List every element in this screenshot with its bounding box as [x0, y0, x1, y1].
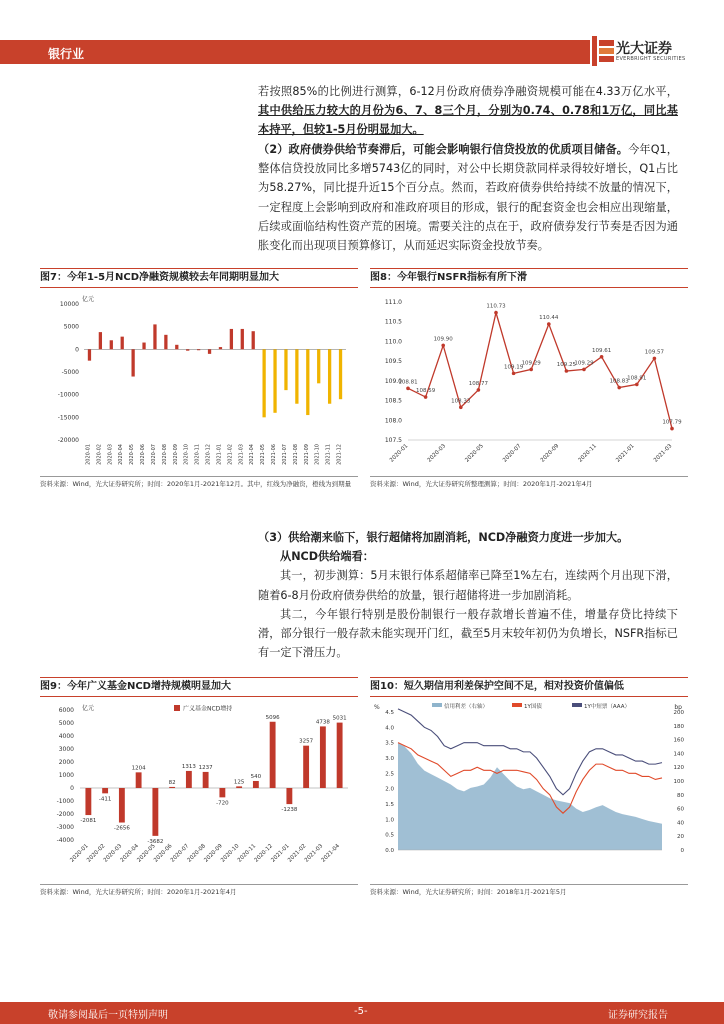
- fig9-data-label: -2081: [80, 818, 97, 825]
- fig7-ytick: 0: [75, 346, 79, 354]
- fig9-ytick: 3000: [58, 746, 74, 753]
- fig9-bar: [270, 722, 276, 788]
- fig8-data-label: 109.25: [556, 362, 577, 368]
- fig7-ytick: 5000: [63, 323, 79, 331]
- fig7-bar: [175, 345, 178, 350]
- brand-name: 光大证券: [616, 41, 672, 57]
- fig9-xtick: 2021-02: [287, 843, 308, 864]
- fig7-bar: [142, 343, 145, 350]
- fig9-bar: [152, 788, 158, 836]
- fig7-xtick: 2020-10: [183, 444, 190, 465]
- fig10-right-tick: 0: [680, 848, 684, 854]
- fig8-data-label: 109.29: [574, 360, 594, 367]
- fig9-bar: [337, 723, 343, 788]
- fig7-xtick: 2021-02: [227, 444, 234, 465]
- para1-lead: 若按照85%的比例进行测算，6-12月份政府债券净融资规模可能在4.33万亿水平，: [258, 85, 678, 98]
- fig7-xtick: 2021-03: [238, 444, 245, 465]
- fig9-data-label: 1237: [198, 764, 213, 771]
- fig9-bar: [136, 772, 142, 788]
- fig8-ytick: 110.0: [384, 338, 402, 346]
- fig8-point: [512, 372, 516, 376]
- fig8-point: [670, 427, 674, 431]
- fig7-bar: [186, 349, 189, 350]
- fig10-spread-area: [398, 743, 662, 850]
- fig9-data-label: 3257: [299, 738, 314, 745]
- fig7-source: 资料来源：Wind，光大证券研究所；时间：2020年1月-2021年12月。其中，红线为净融资，橙线为到期量: [40, 476, 358, 489]
- fig7-ytick: -10000: [57, 391, 79, 399]
- fig9-data-label: 540: [250, 773, 262, 780]
- fig7-xtick: 2021-11: [325, 444, 332, 465]
- para3-p2: 其二，今年银行特别是股份制银行一般存款增长普遍不佳，增量存贷比持续下滑，部分银行一般存款未能实现开门红，截至5月末较年初仍为负增长，NSFR指标已有一定下滑压力。: [258, 607, 678, 660]
- footer-report-type: 证券研究报告: [608, 1010, 668, 1021]
- fig10-title: 图10：短久期信用利差保护空间不足，相对投资价值偏低: [370, 677, 688, 697]
- fig9-data-label: 125: [233, 779, 245, 786]
- fig9-xtick: 2020-11: [236, 843, 258, 864]
- footer-disclaimer: 敬请参阅最后一页特别声明: [48, 1010, 168, 1021]
- fig9-data-label: -411: [98, 796, 112, 803]
- fig9-xtick: 2020-12: [253, 843, 275, 864]
- fig7-bar: [273, 349, 276, 412]
- fig8-xtick: 2020-03: [426, 443, 448, 464]
- para3: [258, 528, 678, 662]
- industry-tag: 银行业: [48, 47, 85, 61]
- fig9-data-label: 1204: [131, 765, 146, 772]
- fig9-data-label: 4738: [315, 719, 330, 726]
- fig10-legend-swatch: [432, 703, 442, 707]
- fig9-data-label: -1238: [281, 807, 298, 814]
- fig10-left-tick: 0.0: [385, 848, 394, 854]
- fig7-xtick: 2020-04: [118, 444, 125, 465]
- fig8-point: [653, 357, 657, 361]
- fig9-data-label: 5031: [332, 715, 347, 722]
- fig9-data-label: -720: [216, 800, 229, 807]
- fig9-data-label: -3682: [147, 838, 164, 845]
- fig9-xtick: 2020-05: [136, 843, 157, 864]
- fig7-bar: [262, 349, 265, 417]
- fig9-bar: [169, 787, 175, 788]
- fig8-data-label: 109.29: [521, 360, 541, 367]
- fig10-chart: [372, 700, 688, 880]
- fig8-xtick: 2020-07: [502, 443, 523, 464]
- fig8-point: [547, 322, 551, 326]
- fig9-ytick: 5000: [58, 720, 74, 727]
- fig8-xtick: 2020-05: [464, 443, 485, 464]
- fig7-bar: [208, 349, 211, 354]
- fig9-ytick: 6000: [58, 707, 74, 714]
- header-bar: [0, 40, 590, 64]
- fig7-xtick: 2020-07: [150, 444, 157, 465]
- fig7-xtick: 2020-08: [161, 444, 168, 465]
- fig8-point: [582, 368, 586, 372]
- fig9-bar: [286, 788, 292, 804]
- fig9-bar: [186, 771, 192, 788]
- fig9-data-label: 5096: [265, 714, 280, 721]
- fig10-right-tick: 200: [673, 710, 684, 716]
- fig8-ytick: 108.0: [384, 417, 402, 425]
- fig10-left-tick: 1.0: [385, 817, 394, 824]
- fig7-xtick: 2021-09: [303, 444, 310, 465]
- fig7-xtick: 2021-06: [271, 444, 278, 465]
- fig7-bar: [284, 349, 287, 390]
- fig8-data-label: 108.33: [451, 398, 471, 405]
- fig10-right-tick: 60: [677, 806, 684, 813]
- fig8-point: [459, 405, 463, 409]
- fig9-xtick: 2021-04: [320, 843, 342, 864]
- fig7-bar: [306, 349, 309, 415]
- fig10-source: 资料来源：Wind，光大证券研究所；时间：2018年1月-2021年5月: [370, 884, 688, 897]
- fig8-point: [529, 368, 533, 372]
- fig8-data-label: 107.79: [662, 419, 682, 426]
- fig10-right-tick: 80: [677, 792, 684, 799]
- fig8-point: [617, 386, 621, 390]
- fig10-right-tick: 20: [677, 834, 684, 841]
- fig7-bar: [153, 324, 156, 349]
- fig8-ytick: 109.5: [384, 358, 402, 366]
- para1-emphasis: 其中供给压力较大的月份为6、7、8三个月，分别为0.74、0.78和1万亿，同比基本持平，但较1-5月份明显加大。: [258, 104, 678, 137]
- fig10-left-tick: 4.0: [385, 725, 394, 732]
- fig8-data-label: 108.91: [627, 375, 647, 382]
- fig8-data-label: 110.73: [486, 303, 506, 310]
- fig10-right-unit: bp: [674, 704, 682, 711]
- fig8-xtick: 2020-09: [539, 443, 561, 464]
- fig7-xtick: 2021-07: [281, 444, 288, 465]
- fig9-ytick: -4000: [56, 837, 74, 844]
- fig9-xtick: 2020-09: [203, 843, 224, 864]
- fig7-xtick: 2021-05: [260, 444, 267, 465]
- fig10-left-tick: 0.5: [385, 832, 394, 839]
- fig7-bar: [252, 331, 255, 349]
- fig9-bar: [253, 781, 259, 788]
- fig8-chart: [372, 292, 688, 472]
- fig7-xtick: 2020-11: [194, 444, 201, 465]
- fig9-bar: [236, 786, 242, 788]
- fig9-xtick: 2020-02: [86, 843, 107, 864]
- fig10-left-tick: 2.0: [385, 786, 394, 793]
- fig10-right-tick: 120: [673, 765, 684, 772]
- fig9-xtick: 2020-06: [153, 843, 174, 864]
- fig9-xtick: 2021-01: [270, 843, 291, 864]
- fig9-xtick: 2020-04: [119, 843, 141, 864]
- fig7-ytick: -20000: [57, 437, 79, 444]
- fig10-legend-label: 1Y中短票（AAA）: [584, 704, 630, 710]
- fig10-left-tick: 4.5: [385, 710, 394, 716]
- fig8-point: [406, 387, 410, 391]
- fig8-xtick: 2020-01: [388, 443, 410, 464]
- para2: [258, 140, 678, 255]
- fig8-data-label: 108.59: [415, 388, 436, 395]
- fig7-bar: [164, 335, 167, 350]
- fig10-right-tick: 160: [673, 737, 684, 744]
- fig8-data-label: 108.77: [468, 380, 489, 387]
- fig9-bar: [320, 726, 326, 788]
- fig7-bar: [121, 337, 124, 350]
- fig9-unit-label: 亿元: [82, 705, 95, 712]
- fig9-ytick: -2000: [56, 811, 74, 818]
- fig10-right-tick: 40: [677, 820, 684, 827]
- fig7-xtick: 2020-05: [129, 444, 136, 465]
- fig7-ytick: -15000: [57, 414, 79, 422]
- fig10-right-tick: 100: [673, 779, 684, 785]
- fig8-ytick: 107.5: [384, 437, 402, 444]
- fig7-xtick: 2020-12: [205, 444, 212, 465]
- para3-subtitle: 从NCD供给端看：: [280, 550, 374, 564]
- fig7-bar: [197, 349, 200, 350]
- fig8-ytick: 108.5: [384, 397, 402, 405]
- fig9-bar: [219, 788, 225, 797]
- fig8-point: [635, 383, 639, 387]
- fig8-data-label: 109.90: [433, 336, 453, 343]
- fig7-bar: [110, 340, 113, 349]
- fig9-legend-label: 广义基金NCD增持: [183, 705, 233, 713]
- fig8-ytick: 110.5: [384, 318, 402, 326]
- fig7-xtick: 2021-12: [336, 444, 343, 465]
- fig7-bar: [317, 349, 320, 383]
- fig7-bar: [241, 329, 244, 349]
- fig8-data-label: 108.83: [609, 378, 629, 385]
- fig10-right-tick: 180: [673, 723, 684, 730]
- fig10-legend-swatch: [512, 703, 522, 707]
- fig8-data-label: 109.19: [503, 364, 524, 371]
- brand-mark-icon: [592, 36, 614, 66]
- fig8-point: [441, 344, 445, 348]
- fig7-bar: [131, 349, 134, 376]
- fig7-bar: [88, 349, 91, 360]
- fig9-xtick: 2021-03: [303, 843, 325, 864]
- fig10-left-tick: 3.5: [385, 740, 394, 747]
- fig9-chart: [44, 700, 356, 880]
- fig10-left-tick: 3.0: [385, 756, 394, 762]
- fig9-bar: [303, 746, 309, 788]
- fig7-ytick: -5000: [61, 369, 79, 376]
- fig7-xtick: 2020-01: [85, 444, 92, 465]
- fig8-data-label: 109.61: [591, 347, 612, 354]
- fig9-ytick: 2000: [58, 759, 74, 766]
- fig7-xtick: 2020-09: [172, 444, 179, 465]
- page-number: -5-: [354, 1006, 368, 1017]
- fig7-bar: [295, 349, 298, 403]
- fig9-bar: [85, 788, 91, 815]
- fig8-title: 图8：今年银行NSFR指标有所下滑: [370, 268, 688, 288]
- brand-logo: [592, 36, 692, 68]
- fig9-bar: [203, 772, 209, 788]
- fig10-legend-swatch: [572, 703, 582, 707]
- fig7-unit-label: 亿元: [82, 296, 95, 303]
- fig7-ytick: 10000: [59, 301, 79, 308]
- fig9-legend-swatch: [174, 705, 180, 711]
- fig7-xtick: 2021-04: [249, 444, 256, 465]
- fig9-ytick: 4000: [58, 733, 74, 740]
- fig7-bar: [230, 329, 233, 349]
- fig8-point: [477, 388, 481, 392]
- fig10-left-tick: 2.5: [385, 771, 394, 778]
- fig9-data-label: 1313: [181, 763, 196, 770]
- fig7-bar: [328, 349, 331, 403]
- fig8-ytick: 109.0: [384, 377, 402, 385]
- fig9-ytick: 0: [70, 785, 74, 792]
- fig8-series-line: [408, 313, 672, 429]
- para2-title: （2）政府债券供给节奏滞后，可能会影响银行信贷投放的优质项目储备。: [258, 143, 629, 156]
- fig9-data-label: 82: [168, 779, 176, 786]
- fig7-xtick: 2020-06: [140, 444, 147, 465]
- fig7-xtick: 2021-10: [314, 444, 321, 465]
- fig9-xtick: 2020-07: [169, 843, 191, 864]
- fig9-ytick: -3000: [56, 824, 74, 831]
- fig9-bar: [102, 788, 108, 793]
- fig9-ytick: 1000: [58, 772, 74, 779]
- fig9-xtick: 2020-01: [69, 843, 90, 864]
- fig10-left-unit: %: [374, 704, 380, 711]
- fig10-right-tick: 140: [673, 751, 684, 758]
- para2-text: 今年Q1，整体信贷投放同比多增5743亿的同时，对公中长期贷款同样录得较好增长，Q1占比为58.27%，同比提升近15个百分点。然而，若政府债券供给持续不放量的情况下，一定程度上会影响到政府和准政府项目的形成，银行的配套资金也会相应出现缩量，后续或面临结构性资产荒的困境。需要关注的点在于，政府债券发行节奏是否因为通胀变化而出现项目预算修订，从而延迟实际资金投放节奏。: [258, 143, 678, 253]
- fig7-bar: [339, 349, 342, 399]
- fig9-xtick: 2020-08: [186, 843, 208, 864]
- fig7-xtick: 2021-08: [292, 444, 299, 465]
- fig7-xtick: 2020-02: [96, 444, 103, 465]
- fig9-ytick: -1000: [56, 798, 74, 805]
- fig10-left-tick: 1.5: [385, 802, 394, 808]
- para3-title: （3）供给潮来临下，银行超储将加剧消耗，NCD净融资力度进一步加大。: [258, 531, 629, 544]
- fig8-xtick: 2021-03: [652, 443, 674, 464]
- fig10-legend-label: 1Y国债: [524, 704, 542, 710]
- fig7-bar: [99, 332, 102, 349]
- fig8-data-label: 109.57: [644, 349, 665, 356]
- para1: [258, 82, 678, 140]
- fig8-source: 资料来源：Wind，光大证券研究所整理测算；时间：2020年1月-2021年4月: [370, 476, 688, 489]
- fig8-point: [424, 395, 428, 399]
- fig8-point: [494, 311, 498, 315]
- fig8-xtick: 2021-01: [615, 443, 636, 464]
- fig8-ytick: 111.0: [384, 299, 402, 306]
- fig10-legend-label: 信用利差（右轴）: [444, 704, 489, 710]
- fig8-data-label: 108.81: [398, 379, 418, 386]
- fig8-xtick: 2020-11: [577, 443, 598, 464]
- fig7-bar: [219, 347, 222, 349]
- fig9-source: 资料来源：Wind，光大证券研究所；时间：2020年1月-2021年4月: [40, 884, 358, 897]
- fig8-point: [565, 369, 569, 373]
- fig9-title: 图9：今年广义基金NCD增持规模明显加大: [40, 677, 358, 697]
- fig9-bar: [119, 788, 125, 823]
- brand-sub: EVERBRIGHT SECURITIES: [616, 56, 686, 62]
- fig8-point: [600, 355, 604, 359]
- fig7-xtick: 2020-03: [107, 444, 114, 465]
- fig7-chart: [44, 292, 356, 472]
- fig9-data-label: -2656: [113, 825, 130, 832]
- fig7-title: 图7：今年1-5月NCD净融资规模较去年同期明显加大: [40, 268, 358, 288]
- fig8-data-label: 110.44: [539, 315, 559, 322]
- fig9-xtick: 2020-10: [220, 843, 241, 864]
- fig9-xtick: 2020-03: [102, 843, 124, 864]
- para3-p1: 其一，初步测算：5月末银行体系超储率已降至1%左右，连续两个月出现下滑，随着6-8月份政府债券供给的放量，银行超储将进一步加剧消耗。: [258, 569, 678, 602]
- fig7-xtick: 2021-01: [216, 444, 223, 465]
